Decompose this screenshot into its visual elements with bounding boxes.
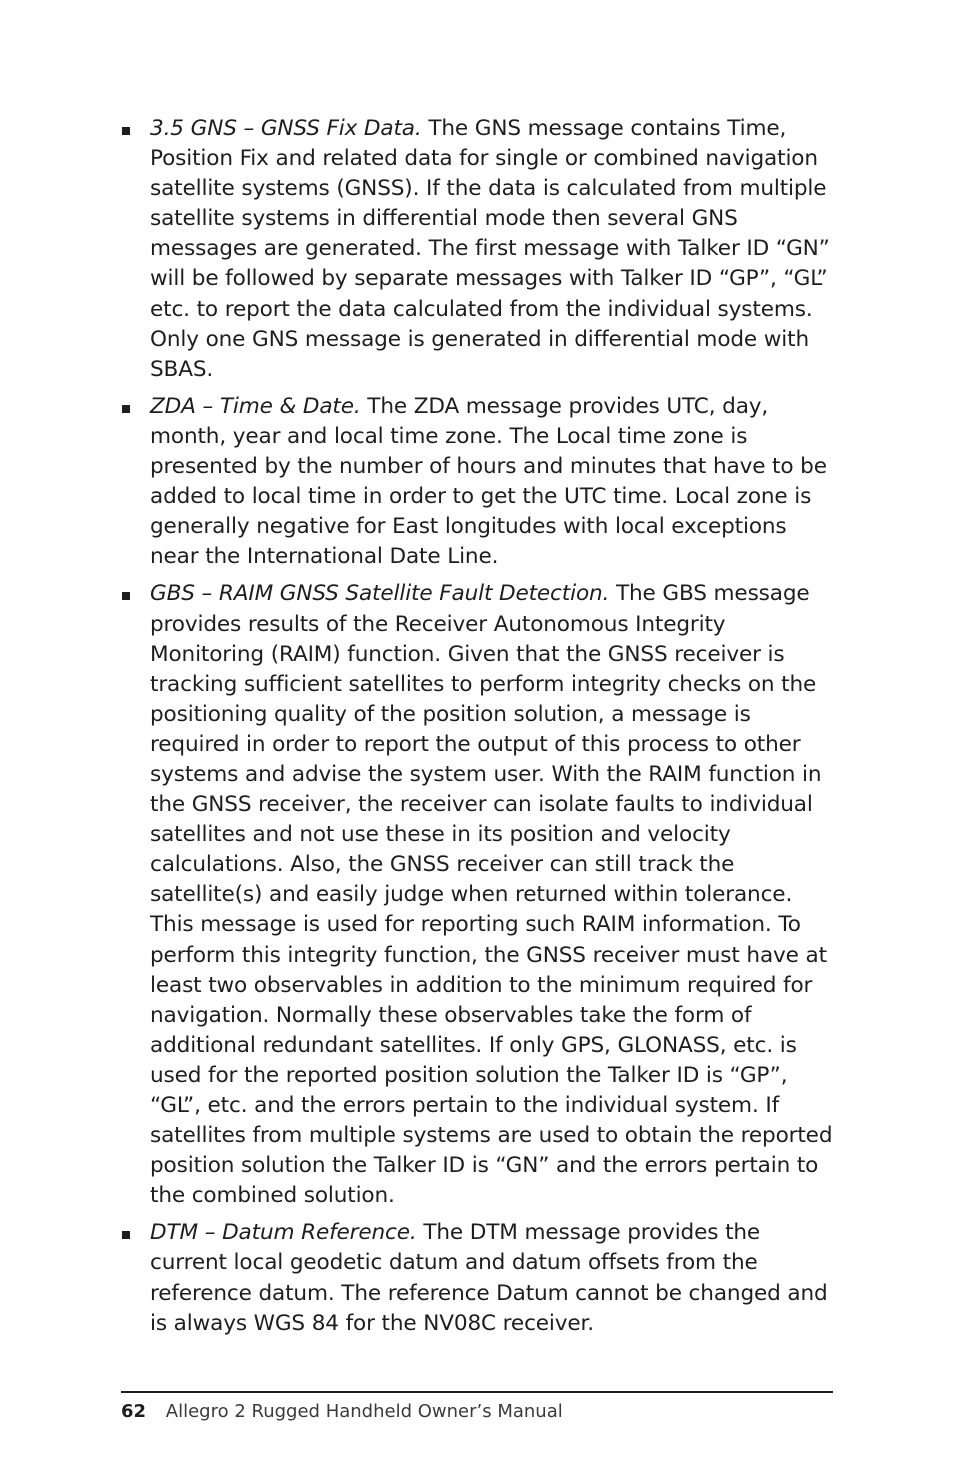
square-bullet-icon xyxy=(122,405,130,413)
list-item-dtm xyxy=(121,1218,841,1338)
item-description: The GBS message provides results of the Receiver Autonomous Integrity Monitoring (RAIM) function. Given that the GNSS receiver is tracking sufficient satellites to perform integrity checks on the positioning quality of the position solution, a message is required in order to report the output of this process to other systems and advise the system user. With the RAIM function in the GNSS receiver, the receiver can isolate faults to individual satellites and not use these in its position and velocity calculations. Also, the GNSS receiver can still track the satellite(s) and easily judge when returned within tolerance. This message is used for reporting such RAIM information. To perform this integrity function, the GNSS receiver must have at least two observables in addition to the minimum required for navigation. Normally these observables take the form of additional redundant satellites. If only GPS, GLONASS, etc. is used for the reported position solution the Talker ID is “GP”, “GL”, etc. and the errors pertain to the individual system. If satellites from multiple systems are used to obtain the reported position solution the Talker ID is “GN” and the errors pertain to the combined solution. xyxy=(150,581,833,1209)
square-bullet-icon xyxy=(122,592,130,600)
square-bullet-icon xyxy=(122,127,130,135)
item-term: ZDA – Time & Date. xyxy=(150,393,361,419)
page-number: 62 xyxy=(121,1401,147,1422)
list-item-gns xyxy=(121,114,841,385)
item-description: The DTM message provides the current local geodetic datum and datum offsets from the reference datum. The reference Datum cannot be changed and is always WGS 84 for the NV08C receiver. xyxy=(150,1220,828,1336)
item-description: The GNS message contains Time, Position Fix and related data for single or combined navigation satellite systems (GNSS). If the data is calculated from multiple satellite systems in differential mode then several GNS messages are generated. The first message with Talker ID “GN” will be followed by separate messages with Talker ID “GP”, “GL” etc. to report the data calculated from the individual systems. Only one GNS message is generated in differential mode with SBAS. xyxy=(150,116,830,382)
manual-title: Allegro 2 Rugged Handheld Owner’s Manual xyxy=(165,1401,563,1422)
list-item-gbs xyxy=(121,579,841,1211)
list-item-zda xyxy=(121,392,841,573)
footer-divider xyxy=(121,1391,833,1393)
square-bullet-icon xyxy=(122,1231,130,1239)
item-description: The ZDA message provides UTC, day, month, year and local time zone. The Local time zone is presented by the number of hours and minutes that have to be added to local time in order to get the UTC time. Local zone is generally negative for East longitudes with local exceptions near the International Date Line. xyxy=(150,393,827,570)
page-footer xyxy=(121,1400,563,1424)
message-type-list xyxy=(121,114,841,1339)
page-body xyxy=(121,114,841,1346)
item-term: GBS – RAIM GNSS Satellite Fault Detection. xyxy=(150,581,610,607)
item-term: 3.5 GNS – GNSS Fix Data. xyxy=(150,116,422,141)
item-term: DTM – Datum Reference. xyxy=(150,1220,417,1246)
